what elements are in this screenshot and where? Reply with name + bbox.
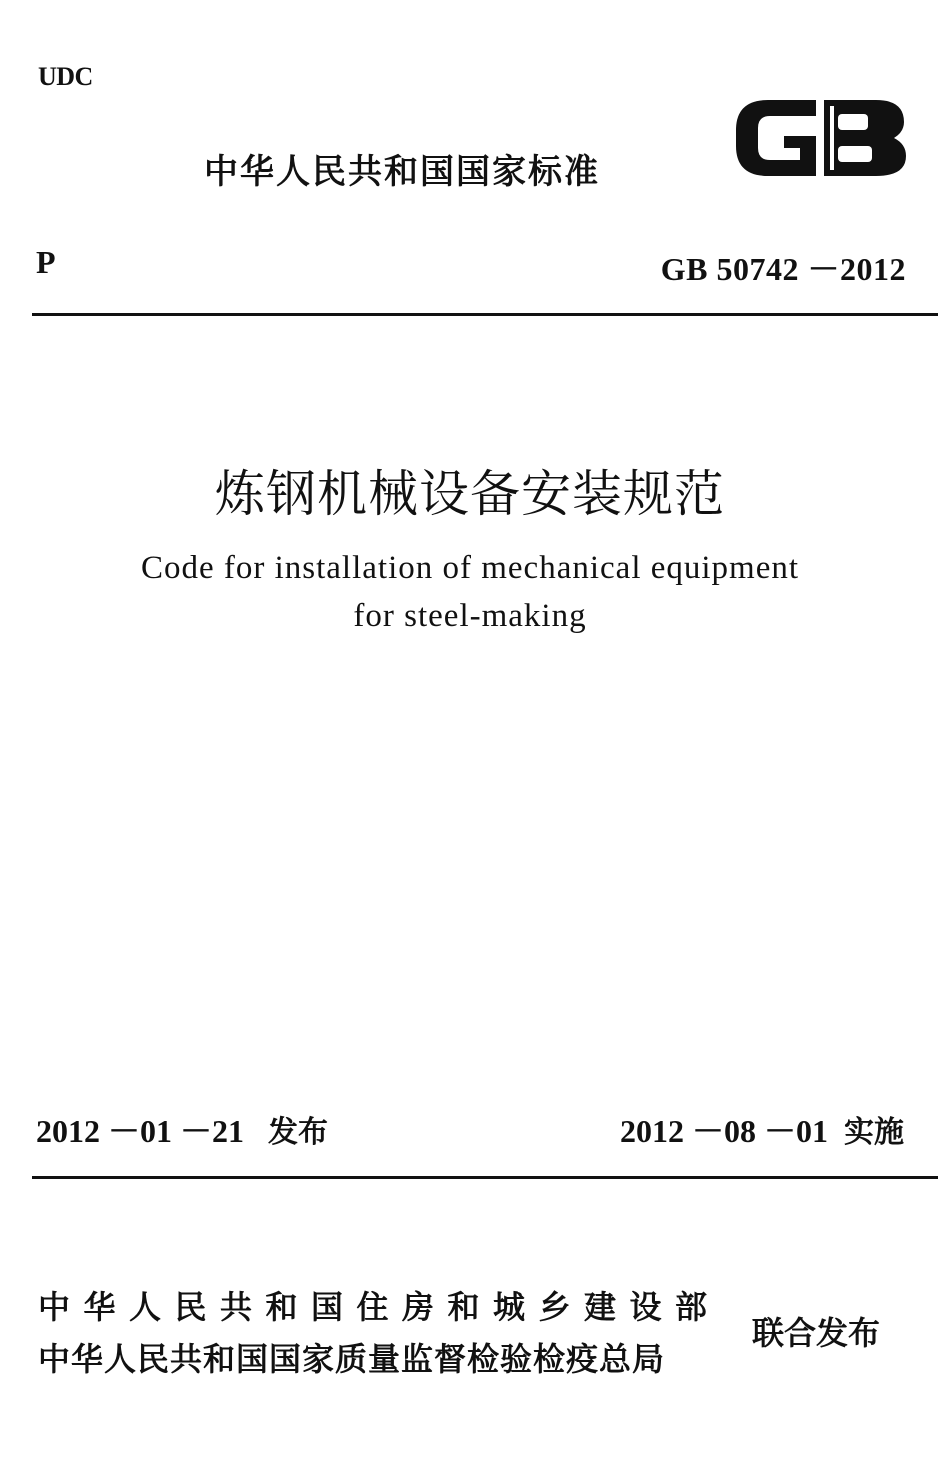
udc-label: UDC (38, 62, 93, 91)
title-english-line1: Code for installation of mechanical equipment (140, 550, 800, 586)
standard-number: GB 50742 －2012 (660, 251, 906, 287)
bottom-divider (32, 1176, 938, 1179)
issue-label: 发布 (268, 1115, 329, 1150)
title-english-line2: for steel-making (353, 598, 587, 634)
issue-date-block (36, 1106, 328, 1152)
issuer-line1: 中华人民共和国住房和城乡建设部 (38, 1288, 721, 1326)
effective-date-block (620, 1106, 904, 1152)
effective-label: 实施 (844, 1115, 904, 1150)
issue-date: 2012 －01 －21 (36, 1113, 245, 1149)
gb-logo-icon (730, 92, 910, 184)
issuer-line2: 中华人民共和国国家质量监督检验检疫总局 (38, 1340, 666, 1378)
classification-code: P (36, 244, 56, 280)
joint-issue-label: 联合发布 (752, 1314, 881, 1352)
title-chinese: 炼钢机械设备安装规范 (215, 465, 725, 523)
top-divider (32, 313, 938, 316)
effective-date: 2012 －08 －01 (619, 1113, 828, 1149)
national-standard-heading: 中华人民共和国国家标准 (204, 152, 600, 192)
